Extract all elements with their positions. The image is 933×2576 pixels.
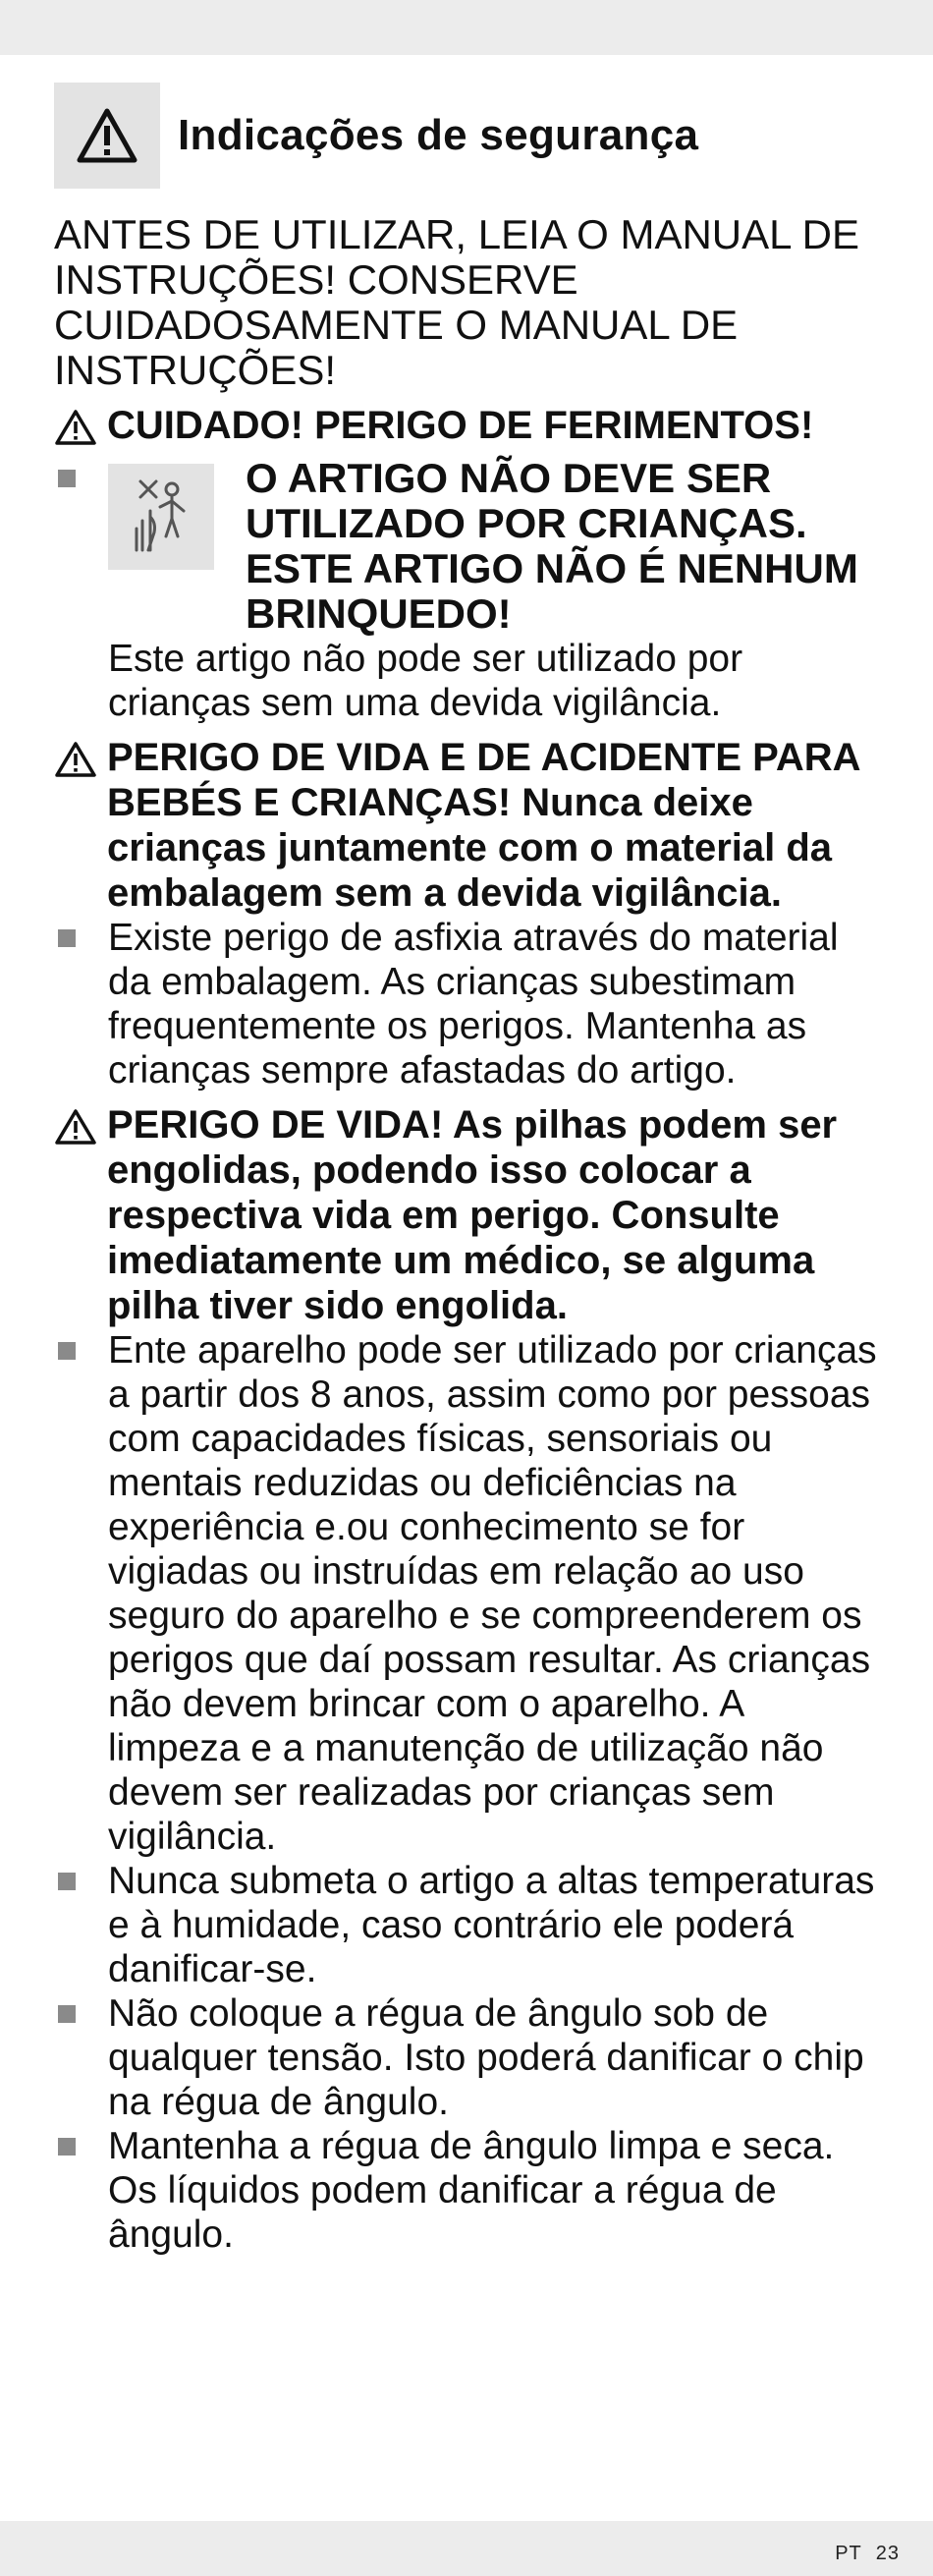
- language-code: PT: [835, 2543, 862, 2564]
- warning-packaging: [54, 735, 884, 916]
- bullet-square-icon: [54, 916, 108, 960]
- bullet-text: Mantenha a régua de ângulo limpa e seca. Os líquidos podem danificar a régua de ângulo.: [108, 2125, 835, 2256]
- bullet-square-icon: [54, 2124, 108, 2168]
- bullet-square-icon: [54, 456, 108, 500]
- bullet-square-icon: [54, 1859, 108, 1903]
- warning-text: CUIDADO! PERIGO DE FERIMENTOS!: [107, 404, 814, 447]
- bullet-rest-text: artigo não pode ser utilizado por crianças sem uma devida vigilância.: [108, 638, 743, 724]
- no-children-icon: [108, 464, 214, 570]
- list-item: [54, 456, 884, 725]
- bullet-square-icon: [54, 1328, 108, 1372]
- section-heading: [54, 83, 884, 189]
- intro-notice: ANTES DE UTILIZAR, LEIA O MANUAL DE INSTRUÇÕES! CONSERVE CUIDADOSAMENTE O MANUAL DE INSTRUÇÕES!: [54, 211, 859, 393]
- bullet-text: Existe perigo de asfixia através do material da embalagem. As crianças subestimam frequentemente os perigos. Mantenha as crianças sempre afastadas do artigo.: [108, 917, 839, 1092]
- list-item: [54, 1328, 884, 1859]
- bullet-bold-text: O ARTIGO NÃO DEVE SER UTILIZADO POR CRIANÇAS. ESTE ARTIGO NÃO É NENHUM BRINQUEDO!: [246, 455, 858, 637]
- warning-injury: [54, 403, 884, 456]
- page-number: [821, 2543, 900, 2565]
- bullet-square-icon: [54, 1991, 108, 2036]
- list-item: [54, 1859, 884, 1991]
- small-warning-triangle-icon: [54, 735, 107, 788]
- warning-batteries: [54, 1102, 884, 1328]
- bullet-text: Ente aparelho pode ser utilizado por crianças a partir dos 8 anos, assim como por pessoas com capacidades físicas, sensoriais ou mentais reduzidas ou deficiências na experiência e.ou conhecimento se for vigiadas ou instruídas em relação ao uso seguro do aparelho e se compreenderem os perigos que daí possam resultar. As crianças não devem brincar com o aparelho. A limpeza e a manutenção de utilização não devem ser realizadas por crianças sem vigilância.: [108, 1329, 877, 1858]
- page-title: Indicações de segurança: [178, 111, 699, 159]
- bullet-tail-text: Este: [108, 638, 186, 680]
- list-item: [54, 916, 884, 1092]
- small-warning-triangle-icon: [54, 1102, 107, 1155]
- list-item: [54, 1991, 884, 2124]
- safety-content: [54, 83, 884, 2257]
- page-number-value: 23: [875, 2543, 900, 2564]
- warning-triangle-icon: [54, 83, 160, 189]
- list-item: [54, 2124, 884, 2257]
- small-warning-triangle-icon: [54, 403, 107, 456]
- bullet-text: Nunca submeta o artigo a altas temperaturas e à humidade, caso contrário ele poderá danificar-se.: [108, 1860, 875, 1990]
- warning-text: PERIGO DE VIDA E DE ACIDENTE PARA BEBÉS E CRIANÇAS! Nunca deixe crianças juntamente com o material da embalagem sem a devida vigilância.: [107, 736, 860, 915]
- top-margin-bar: [0, 0, 933, 55]
- bullet-text: Não coloque a régua de ângulo sob de qualquer tensão. Isto poderá danificar o chip na régua de ângulo.: [108, 1992, 864, 2123]
- warning-text: PERIGO DE VIDA! As pilhas podem ser engolidas, podendo isso colocar a respectiva vida em perigo. Consulte imediatamente um médico, se alguma pilha tiver sido engolida.: [107, 1103, 838, 1327]
- footer-bar: [0, 2521, 933, 2576]
